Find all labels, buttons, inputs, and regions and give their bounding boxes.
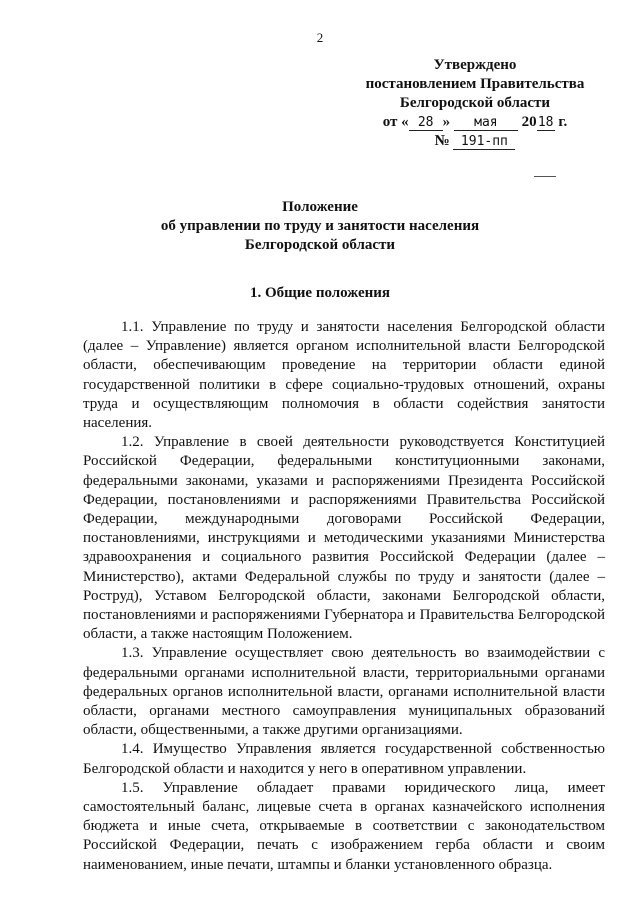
approval-line-region: Белгородской области — [399, 95, 551, 111]
decree-number: 191-пп — [453, 135, 515, 150]
margin-dash-mark — [534, 176, 556, 177]
title-line-3: Белгородской области — [244, 237, 396, 253]
date-day: 28 — [409, 116, 443, 131]
date-prefix: от « — [382, 114, 409, 130]
paragraph-1-5: 1.5. Управление обладает правами юридического лица, имеет самостоятельный баланс, лицевые счета в органах казначейского исполнения бюджета и иные счета, открываемые в соответствии с законодательством Российской Федерации, печать с изображением герба области и своим наименованием, иные печати, штампы и бланки установленного образца. — [83, 779, 605, 873]
title-line-1: Положение — [282, 199, 358, 215]
paragraph-1-3: 1.3. Управление осуществляет свою деятельность во взаимодействии с федеральными органами исполнительной власти, территориальными органами федеральных органов исполнительной власти, органами исполнительной власти области, органами местного самоуправления муниципальных образований области, общественными, а также другими организациями. — [83, 645, 605, 739]
document-body — [83, 318, 605, 875]
date-year-prefix: 20 — [521, 114, 537, 130]
document-title — [60, 198, 580, 255]
approval-line-approved: Утверждено — [433, 57, 517, 73]
page-number: 2 — [316, 30, 324, 45]
paragraph-1-4: 1.4. Имущество Управления является государственной собственностью Белгородской области и находится у него в оперативном управлении. — [83, 741, 605, 777]
title-line-2: об управлении по труду и занятости населения — [160, 218, 480, 234]
date-month: мая — [454, 116, 518, 131]
approval-date-line — [330, 113, 620, 132]
approval-number-line — [330, 132, 620, 151]
date-year-suffix: 18 — [537, 115, 554, 130]
number-prefix: № — [434, 133, 450, 149]
date-suffix: г. — [558, 114, 568, 130]
approval-line-decree: постановлением Правительства — [365, 76, 585, 92]
paragraph-1-2: 1.2. Управление в своей деятельности руководствуется Конституцией Российской Федерации, федеральными конституционными законами, федеральными законами, указами и распоряжениями Президента Российской Федерации, постановлениями и распоряжениями Правительства Российской Федерации, международными договорами Российской Федерации, постановлениями, инструкциями и методическими указаниями Министерства здравоохранения и социального развития Российской Федерации (далее – Министерство), актами Федеральной службы по труду и занятости (далее – Роструд), Уставом Белгородской области, законами Белгородской области, постановлениями и распоряжениями Губернатора и Правительства Белгородской области, а также настоящим Положением. — [83, 434, 605, 643]
paragraph-1-1: 1.1. Управление по труду и занятости населения Белгородской области (далее – Управление) является органом исполнительной власти Белгородской области, обеспечивающим проведение на территории области единой государственной политики в сфере социально-трудовых отношений, охраны труда и осуществляющим полномочия в области содействия занятости населения. — [83, 319, 605, 432]
approval-stamp — [330, 56, 620, 151]
date-mid: » — [442, 114, 451, 130]
section-heading: 1. Общие положения — [249, 285, 391, 301]
